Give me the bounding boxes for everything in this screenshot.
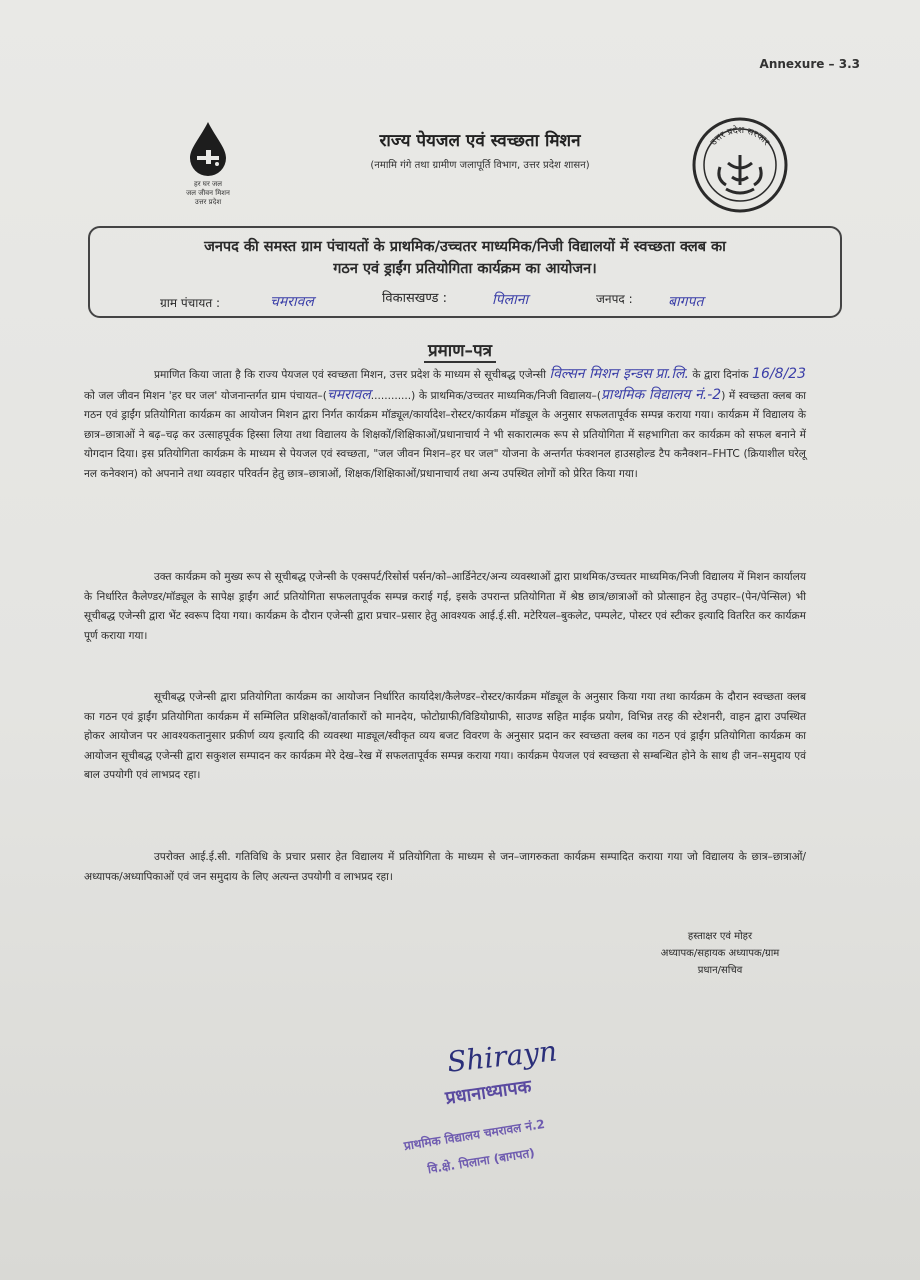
logo-caption-1: हर घर जल — [194, 180, 222, 188]
logo-caption-3: उत्तर प्रदेश — [194, 198, 222, 206]
stamp-designation: प्रधानाध्यापक — [444, 1076, 533, 1109]
programme-title-line-2: गठन एवं ड्राईंग प्रतियोगिता कार्यक्रम का आयोजन। — [333, 261, 597, 277]
certificate-title: प्रमाण–पत्र — [0, 338, 920, 361]
gram-panchayat-handwritten: चमरावल — [326, 386, 371, 403]
emblem-text: उत्तर प्रदेश सरकार — [709, 125, 772, 148]
para1-text-a: प्रमाणित किया जाता है कि राज्य पेयजल एवं स्वच्छता मिशन, उत्तर प्रदेश के माध्यम से सूचीबद्ध एजेन्सी — [154, 369, 546, 381]
signature-caption-2: अध्यापक/सहायक अध्यापक/ग्राम — [660, 948, 780, 959]
paragraph-1 — [84, 365, 806, 484]
signature-caption-3: प्रधान/सचिव — [697, 965, 743, 976]
block-label: विकासखण्ड : — [382, 291, 448, 306]
signature-caption-1: हस्ताक्षर एवं मोहर — [687, 931, 753, 942]
handwritten-signature: Shirayn — [445, 1034, 559, 1079]
programme-title-line-1: जनपद की समस्त ग्राम पंचायतों के प्राथमिक/उच्चतर माध्यमिक/निजी विद्यालयों में स्वच्छता क्लब का — [204, 239, 726, 255]
har-ghar-jal-logo — [178, 120, 238, 210]
agency-name-handwritten: विल्सन मिशन इन्डस — [549, 366, 652, 382]
school-name-handwritten: प्राथमिक विद्यालय नं.-2 — [600, 386, 722, 403]
gram-panchayat-label: ग्राम पंचायत : — [160, 296, 221, 310]
signature-block — [610, 928, 830, 979]
logo-caption-2: जल जीवन मिशन — [186, 189, 230, 197]
para1-text-b: के द्वारा दिनांक — [692, 369, 749, 381]
svg-text:उत्तर प्रदेश सरकार — [709, 124, 771, 148]
para1-text-e: ) में स्वच्छता क्लब का गठन एवं ड्राईंग प्रतियोगिता कार्यक्रम का आयोजन मिशन द्वारा निर्गत कार्यक्रम मॉड्यूल/कार्यादेश–रोस्टर/कार्यक्रम मॉड्यूल के अनुसार सफलतापूर्वक सम्पन्न कराया गया। कार्यक्रम में विद्यालय के छात्र–छात्राओं ने बढ़–चढ़ कर उत्साहपूर्वक हिस्सा लिया तथा विद्यालय के शिक्षकों/शिक्षिकाओं/प्रधानाचार्य ने भी सकारात्मक रूप से प्रतियोगिता में सहभागिता कर कार्यक्रम को सफल बनाने में योगदान दिया। इस प्रतियोगिता कार्यक्रम के माध्यम से पेयजल एवं स्वच्छता, "जल जीवन मिशन–हर घर जल" योजना के अन्तर्गत फंक्शनल हाउसहोल्ड टैप कनैक्शन–FHTC (क्रियाशील घरेलू नल कनेक्शन) को अपनाने तथा व्यवहार परिवर्तन हेतु छात्र–छात्राओं, शिक्षक/शिक्षिकाओं/प्रधानाचार्य तथा अन्य उपस्थित लोगों को प्रेरित किया गया। — [84, 389, 806, 480]
mission-subtitle: (नमामि गंगे तथा ग्रामीण जलापूर्ति विभाग, उत्तर प्रदेश शासन) — [370, 160, 590, 171]
para1-text-d: ............) के प्राथमिक/उच्चतर माध्यमिक/निजी विद्यालय–( — [370, 389, 601, 402]
district-label: जनपद : — [596, 292, 633, 306]
stamp-block: वि.क्षे. पिलाना (बागपत) — [426, 1145, 536, 1177]
district-value: बागपत — [668, 294, 704, 310]
paragraph-2: उक्त कार्यक्रम को मुख्य रूप से सूचीबद्ध एजेन्सी के एक्सपर्ट/रिसोर्स पर्सन/को–आर्डिनेटर/अन्य व्यवस्थाओं द्वारा प्राथमिक/उच्चतर माध्यमिक/निजी विद्यालय में मिशन कार्यालय के निर्धारित कैलेण्डर/मॉड्यूल के सापेक्ष ड्राईंग आर्ट प्रतियोगिता सफलतापूर्वक सम्पन्न कराई गई, इसके उपरान्त प्रतियोगिता में श्रेष्ठ छात्र/छात्राओं को प्रोत्साहन हेतु उपहार–(पेन/पेन्सिल) भी सूचीबद्ध एजेन्सी द्वारा भेंट स्वरूप दिया गया। कार्यक्रम के दौरान एजेन्सी द्वारा प्रचार–प्रसार हेतु आवश्यक आई.ई.सी. मटेरियल–बुकलेट, पम्पलेट, पोस्टर एवं स्टीकर इत्यादि वितरित कर कार्यक्रम पूर्ण कराया गया। — [84, 571, 806, 642]
mission-title: राज्य पेयजल एवं स्वच्छता मिशन — [379, 131, 581, 151]
stamp-school: प्राथमिक विद्यालय चमरावल नं.2 — [402, 1116, 546, 1154]
date-handwritten: 16/8/23 — [752, 366, 807, 382]
agency-suffix-handwritten: प्रा.लि. — [655, 366, 689, 382]
paragraph-3: सूचीबद्ध एजेन्सी द्वारा प्रतियोगिता कार्यक्रम का आयोजन निर्धारित कार्यादेश/कैलेण्डर–रोस्टर/कार्यक्रम मॉड्यूल के अनुसार किया गया तथा कार्यक्रम के दौरान स्वच्छता क्लब का गठन एवं ड्राईंग प्रतियोगिता कार्यक्रम में सम्मिलित प्रशिक्षकों/वार्ताकारों को मानदेय, फोटोग्राफी/विडियोग्राफी, साउण्ड सहित माईक प्रयोग, विभिन्न तरह की स्टेशनरी, वाहन द्वारा उपस्थित होकर आयोजन पर आवश्यकतानुसार प्रकीर्ण व्यय इत्यादि की व्यवस्था माड्यूल/स्वीकृत व्यय बजट विवरण के अनुसार प्रदान कर स्वच्छता क्लब का गठन एवं ड्राईंग प्रतियोगिता कार्यक्रम का आयोजन सूचीबद्ध एजेन्सी द्वारा सकुशल सम्पादन कर कार्यक्रम मेरे देख–रेख में सफलतापूर्वक सम्पन्न कराया गया। कार्यक्रम पेयजल एवं स्वच्छता से सम्बन्धित होने के साथ ही जन–समुदाय एवं बाल उपयोगी एवं लाभप्रद रहा। — [84, 691, 806, 781]
headmaster-stamp — [395, 1034, 675, 1190]
para1-text-c: को जल जीवन मिशन 'हर घर जल' योजनान्तर्गत ग्राम पंचायत–( — [84, 389, 327, 402]
page-header — [300, 128, 660, 171]
paragraph-4: उपरोक्त आई.ई.सी. गतिविधि के प्रचार प्रसार हेत विद्यालय में प्रतियोगिता के माध्यम से जन–जागरुकता कार्यक्रम सम्पादित कराया गया जो विद्यालय के छात्र–छात्राओं/अध्यापक/अध्यापिकाओं एवं जन समुदाय के लिए अत्यन्त उपयोगी व लाभप्रद रहा। — [84, 851, 806, 883]
water-drop-icon — [186, 120, 230, 176]
annexure-label: Annexure – 3.3 — [759, 57, 860, 71]
gram-panchayat-value: चमरावल — [270, 294, 314, 310]
up-government-emblem-icon — [690, 115, 790, 215]
block-value: पिलाना — [492, 292, 529, 308]
